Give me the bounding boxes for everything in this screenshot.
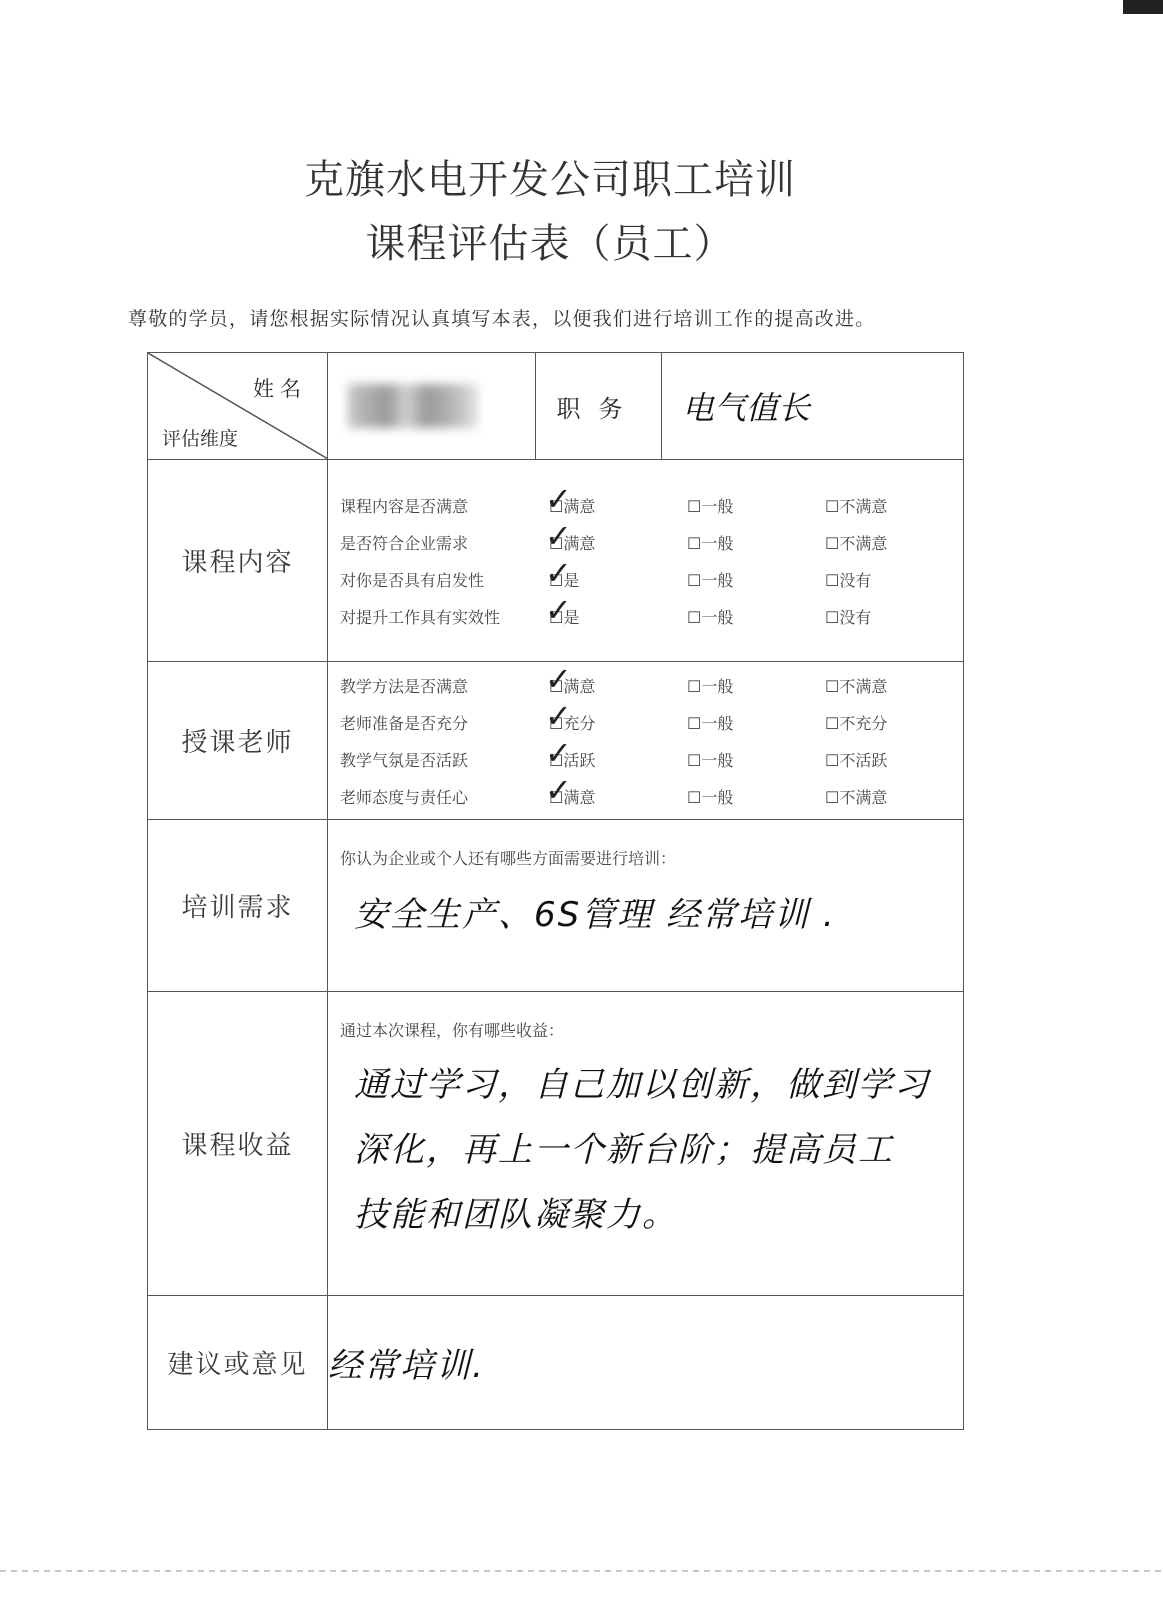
course-benefit-label: 课程收益 bbox=[148, 992, 328, 1296]
option-checked[interactable]: ✓ ☐满意 bbox=[549, 531, 687, 554]
course-content-section bbox=[148, 460, 964, 662]
position-label: 职务 bbox=[536, 353, 662, 460]
option[interactable]: ☐一般 bbox=[686, 787, 734, 807]
option-checked[interactable]: ✓ ☐是 bbox=[549, 605, 687, 628]
option-checked[interactable]: ✓ ☐活跃 bbox=[549, 748, 687, 771]
option[interactable]: ☐不充分 bbox=[824, 713, 888, 733]
option[interactable]: ☐一般 bbox=[686, 496, 734, 516]
option[interactable]: ☐不满意 bbox=[824, 533, 888, 553]
option[interactable]: ☐一般 bbox=[686, 533, 734, 553]
option[interactable]: ☐一般 bbox=[686, 676, 734, 696]
option-checked[interactable]: ✓ ☐满意 bbox=[549, 674, 687, 697]
question-row bbox=[328, 487, 963, 524]
option[interactable]: ☐不满意 bbox=[824, 676, 888, 696]
course-content-questions bbox=[328, 460, 964, 662]
course-benefit-cell[interactable] bbox=[328, 992, 964, 1296]
name-value-cell bbox=[328, 353, 536, 460]
form-title-line1: 克旗水电开发公司职工培训 bbox=[304, 157, 796, 203]
header-row bbox=[148, 353, 964, 460]
advice-label: 建议或意见 bbox=[148, 1296, 328, 1430]
option[interactable]: ☐不满意 bbox=[824, 496, 888, 516]
course-benefit-prompt: 通过本次课程，你有哪些收益： bbox=[340, 1021, 565, 1040]
question-text: 课程内容是否满意 bbox=[340, 496, 469, 516]
option[interactable]: ☐一般 bbox=[686, 570, 734, 590]
question-text: 教学气氛是否活跃 bbox=[340, 750, 469, 770]
benefit-line-2: 深化，再上一个新台阶；提高员工 bbox=[354, 1130, 894, 1170]
option-checked[interactable]: ✓ ☐满意 bbox=[549, 785, 687, 808]
form-title-line2: 课程评估表（员工） bbox=[365, 221, 735, 267]
benefit-line-1: 通过学习，自己加以创新，做到学习 bbox=[354, 1065, 930, 1105]
question-row bbox=[328, 667, 963, 704]
training-needs-label: 培训需求 bbox=[148, 820, 328, 992]
question-text: 是否符合企业需求 bbox=[340, 533, 469, 553]
question-text: 对你是否具有启发性 bbox=[340, 570, 485, 590]
diagonal-header-cell bbox=[148, 353, 328, 460]
option-checked[interactable]: ✓ ☐充分 bbox=[549, 711, 687, 734]
question-row bbox=[328, 778, 963, 815]
diag-name-label: 姓名 bbox=[253, 377, 307, 401]
option-checked[interactable]: ✓ ☐是 bbox=[549, 568, 687, 591]
advice-answer[interactable]: 经常培训. bbox=[328, 1296, 964, 1430]
training-needs-prompt: 你认为企业或个人还有哪些方面需要进行培训： bbox=[340, 849, 677, 868]
evaluation-table bbox=[147, 352, 964, 1430]
question-row bbox=[328, 524, 963, 561]
question-row bbox=[328, 741, 963, 778]
redacted-name bbox=[348, 384, 478, 428]
benefit-line-3: 技能和团队凝聚力。 bbox=[354, 1195, 678, 1235]
training-needs-section bbox=[148, 820, 964, 992]
option[interactable]: ☐没有 bbox=[824, 570, 872, 590]
teacher-questions bbox=[328, 662, 964, 820]
question-row bbox=[328, 704, 963, 741]
question-text: 教学方法是否满意 bbox=[340, 676, 469, 696]
option-checked[interactable]: ✓ ☐满意 bbox=[549, 494, 687, 517]
question-row bbox=[328, 598, 963, 635]
option[interactable]: ☐一般 bbox=[686, 713, 734, 733]
training-needs-cell[interactable] bbox=[328, 820, 964, 992]
diag-dimension-label: 评估维度 bbox=[162, 428, 239, 450]
teacher-label: 授课老师 bbox=[148, 662, 328, 820]
option[interactable]: ☐没有 bbox=[824, 607, 872, 627]
option[interactable]: ☐不活跃 bbox=[824, 750, 888, 770]
scan-edge-right bbox=[1123, 0, 1163, 14]
option[interactable]: ☐一般 bbox=[686, 750, 734, 770]
question-text: 对提升工作具有实效性 bbox=[340, 607, 501, 627]
advice-section bbox=[148, 1296, 964, 1430]
course-content-label: 课程内容 bbox=[148, 460, 328, 662]
course-benefit-section bbox=[148, 992, 964, 1296]
question-text: 老师态度与责任心 bbox=[340, 787, 469, 807]
training-needs-answer: 安全生产、6S管理 经常培训 . bbox=[354, 895, 836, 935]
position-value: 电气值长 bbox=[662, 353, 964, 460]
option[interactable]: ☐一般 bbox=[686, 607, 734, 627]
form-intro: 尊敬的学员，请您根据实际情况认真填写本表，以便我们进行培训工作的提高改进。 bbox=[128, 308, 876, 330]
scan-edge-bottom bbox=[0, 1570, 1163, 1572]
teacher-section bbox=[148, 662, 964, 820]
question-text: 老师准备是否充分 bbox=[340, 713, 469, 733]
option[interactable]: ☐不满意 bbox=[824, 787, 888, 807]
question-row bbox=[328, 561, 963, 598]
